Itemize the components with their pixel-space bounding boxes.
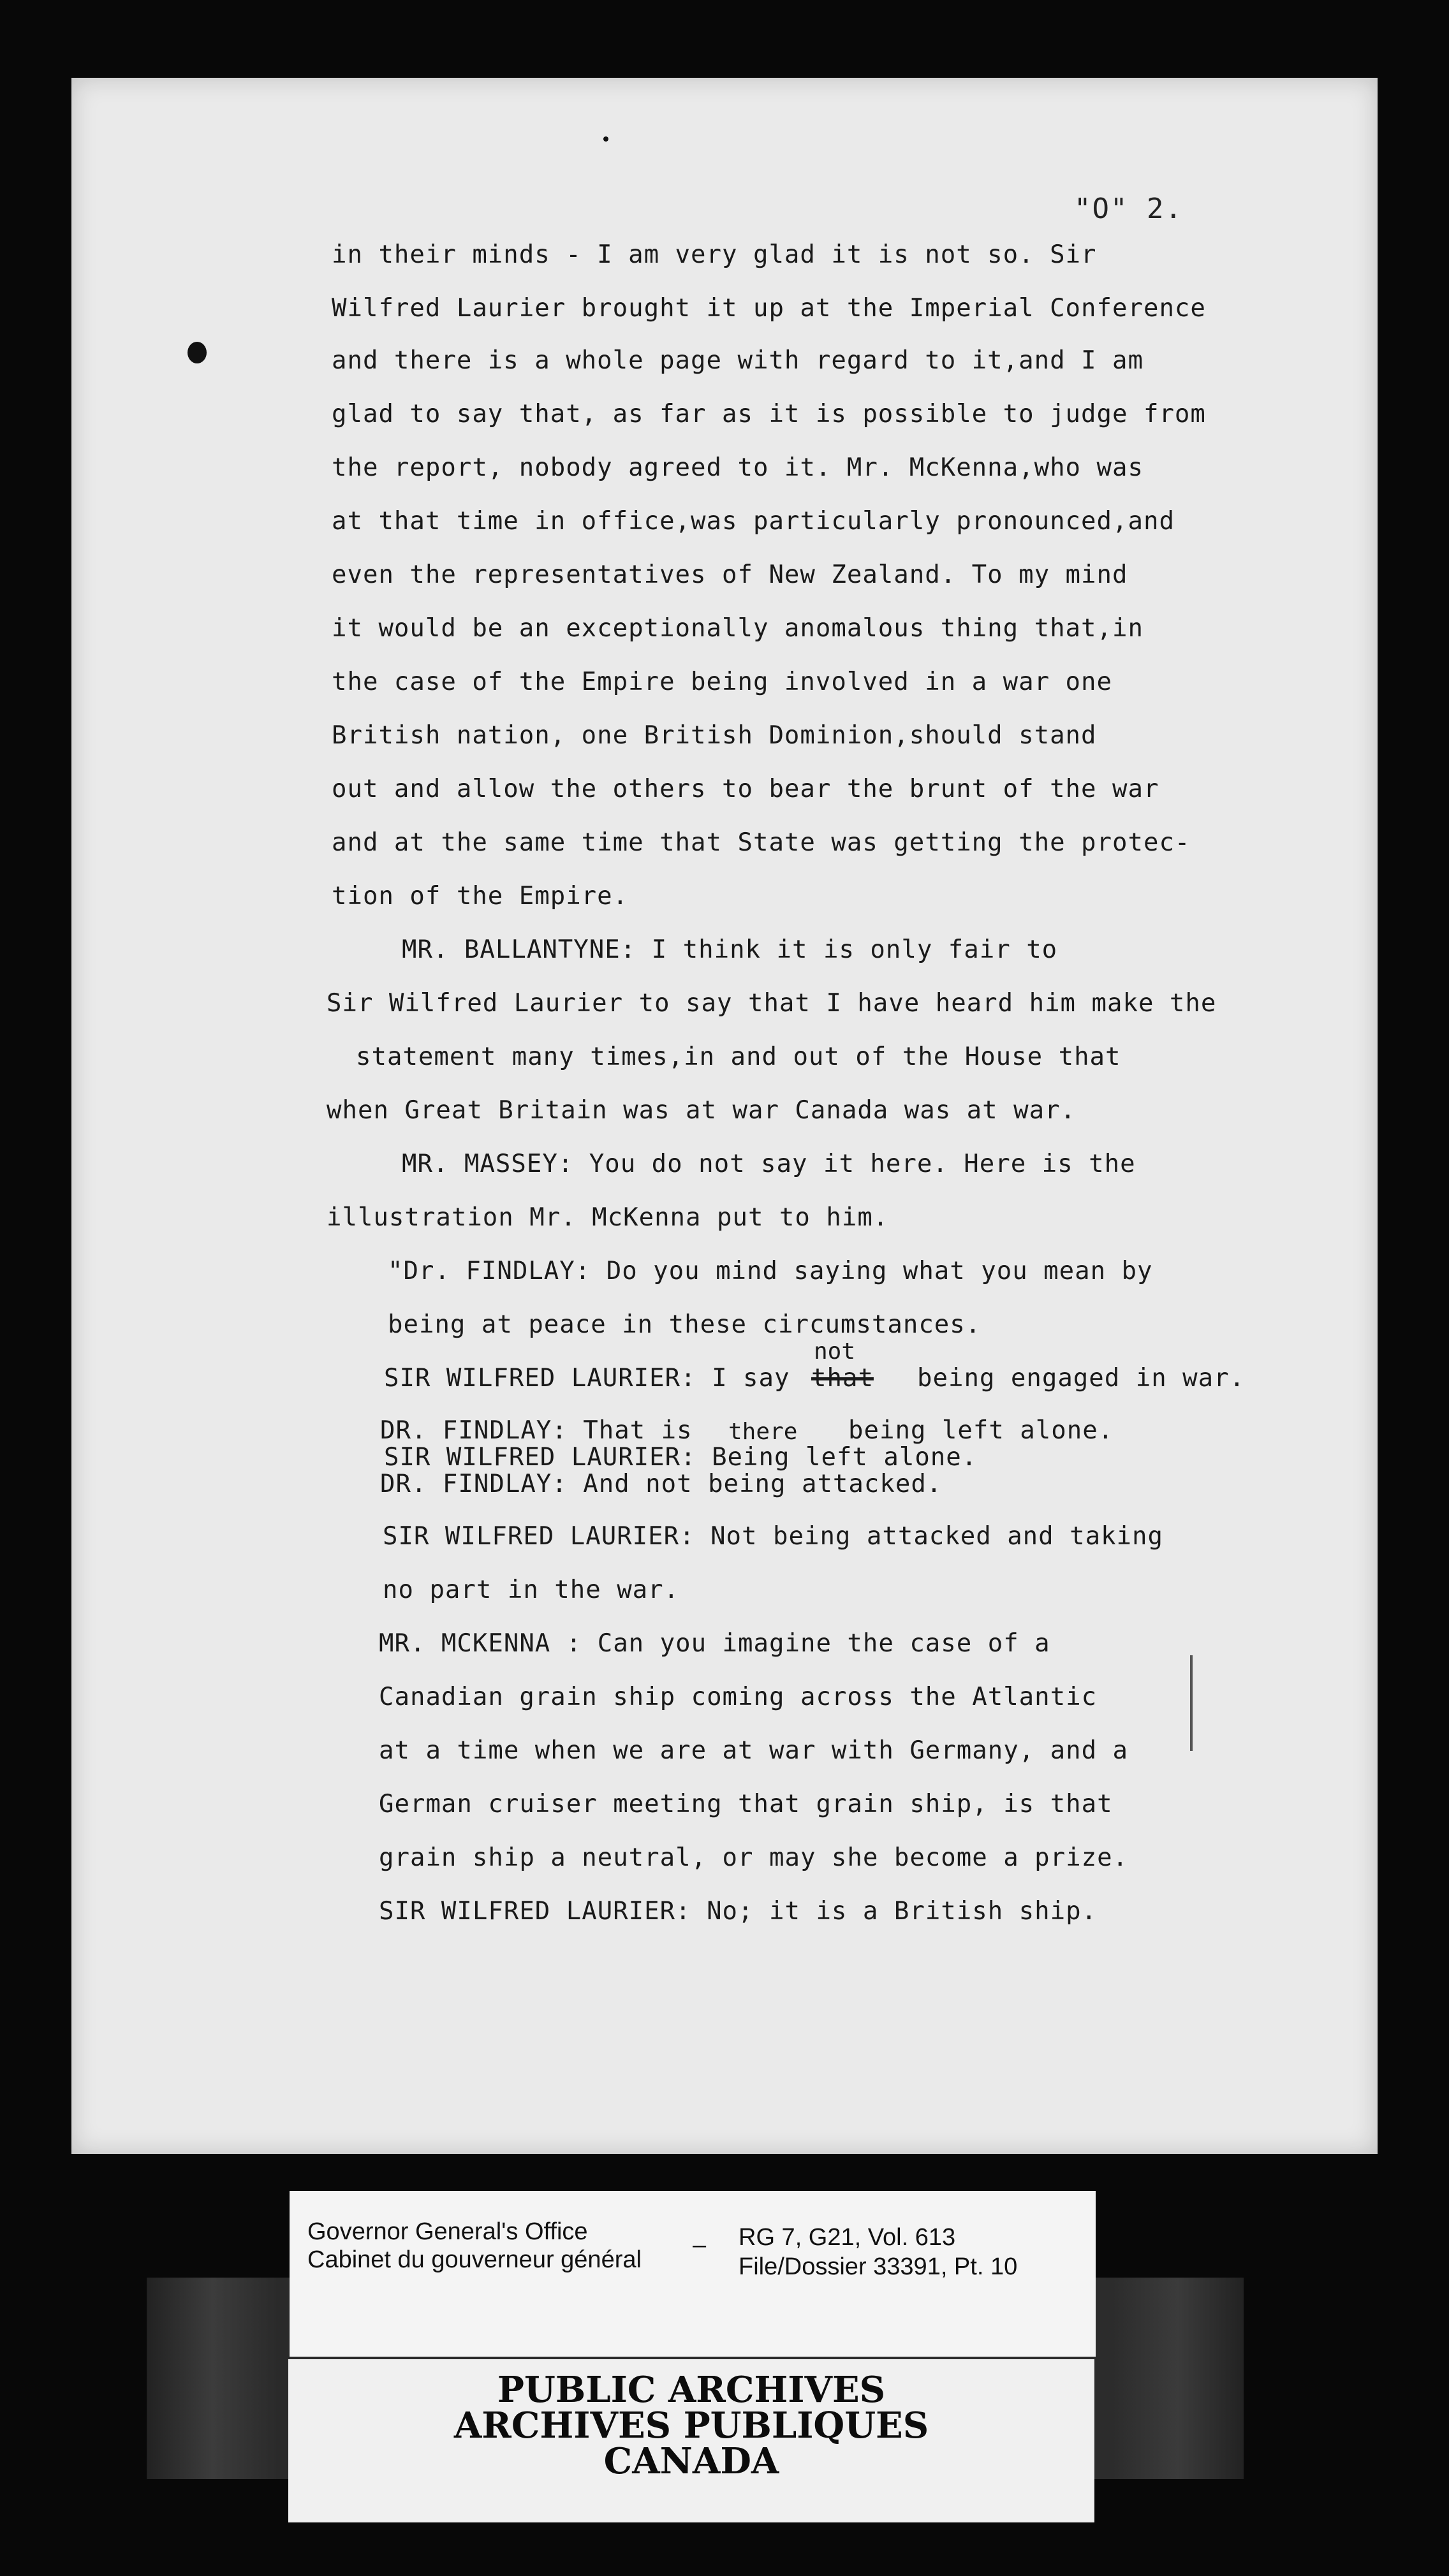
label-dash: – (693, 2232, 707, 2258)
stamp-text (288, 2369, 1094, 2482)
stamp-line-2: ARCHIVES PUBLIQUES (453, 2404, 929, 2447)
text-line: German cruiser meeting that grain ship, is that (379, 1790, 1113, 1819)
text-line: SIR WILFRED LAURIER: Being left alone. (384, 1443, 978, 1472)
record-group: RG 7, G21, Vol. 613 (739, 2224, 956, 2251)
text-line: being at peace in these circumstances. (388, 1310, 982, 1339)
text-line: Wilfred Laurier brought it up at the Imperial Conference (332, 294, 1206, 323)
file-reference (739, 2223, 1017, 2281)
text-line: at a time when we are at war with Germany, and a (379, 1736, 1129, 1765)
text-line: even the representatives of New Zealand. To my mind (332, 560, 1128, 589)
office-names (307, 2218, 642, 2274)
text-line: glad to say that, as far as it is possible to judge from (332, 400, 1206, 428)
text-line: the report, nobody agreed to it. Mr. McKenna,who was (332, 453, 1144, 482)
file-number: File/Dossier 33391, Pt. 10 (739, 2253, 1018, 2280)
text-line: SIR WILFRED LAURIER: I say (384, 1364, 790, 1393)
text-line: MR. MCKENNA : Can you imagine the case of a (379, 1629, 1050, 1658)
text-line: no part in the war. (383, 1576, 680, 1604)
text-line: grain ship a neutral, or may she become a prize. (379, 1843, 1129, 1872)
text-line: MR. BALLANTYNE: I think it is only fair to (402, 935, 1058, 964)
text-line: it would be an exceptionally anomalous thing that,in (332, 614, 1144, 643)
text-line: at that time in office,was particularly pronounced,and (332, 507, 1175, 536)
struck-word: that (811, 1364, 874, 1393)
typed-page (71, 78, 1378, 2154)
text-line: tion of the Empire. (332, 882, 629, 911)
text-line: SIR WILFRED LAURIER: No; it is a British ship. (379, 1897, 1098, 1926)
text-line: and at the same time that State was getting the protec- (332, 828, 1191, 857)
text-line: Canadian grain ship coming across the Atlantic (379, 1683, 1098, 1711)
inserted-word-there: there (728, 1419, 798, 1445)
page-number: "O" 2. (1074, 193, 1183, 225)
punch-hole-mark (188, 342, 207, 363)
text-line: and there is a whole page with regard to it,and I am (332, 346, 1144, 375)
text-line: out and allow the others to bear the brunt of the war (332, 775, 1159, 803)
text-line: the case of the Empire being involved in a war one (332, 668, 1112, 696)
office-fr: Cabinet du gouverneur général (307, 2246, 642, 2273)
text-line: MR. MASSEY: You do not say it here. Here is the (402, 1150, 1136, 1178)
text-line: British nation, one British Dominion,should stand (332, 721, 1097, 750)
text-line: statement many times,in and out of the House that (356, 1043, 1121, 1071)
text-line: DR. FINDLAY: And not being attacked. (380, 1470, 943, 1498)
specks (603, 136, 608, 142)
text-line: when Great Britain was at war Canada was at war. (327, 1096, 1077, 1125)
inserted-word-not: not (814, 1338, 856, 1365)
text-line: SIR WILFRED LAURIER: Not being attacked and taking (383, 1522, 1163, 1551)
text-line: Sir Wilfred Laurier to say that I have heard him make the (327, 989, 1217, 1018)
archive-stamp (288, 2359, 1094, 2522)
stamp-line-1: PUBLIC ARCHIVES (497, 2369, 886, 2411)
office-en: Governor General's Office (307, 2218, 588, 2245)
text-line: being left alone. (848, 1416, 1114, 1445)
margin-bracket (1190, 1655, 1193, 1751)
text-line: illustration Mr. McKenna put to him. (327, 1203, 889, 1232)
text-line: in their minds - I am very glad it is not so. Sir (332, 240, 1097, 269)
text-line: DR. FINDLAY: That is (380, 1416, 693, 1445)
archive-reference-label (290, 2191, 1096, 2357)
text-line: "Dr. FINDLAY: Do you mind saying what you mean by (388, 1257, 1153, 1285)
text-line: being engaged in war. (917, 1364, 1246, 1393)
stamp-line-3: CANADA (603, 2440, 779, 2482)
